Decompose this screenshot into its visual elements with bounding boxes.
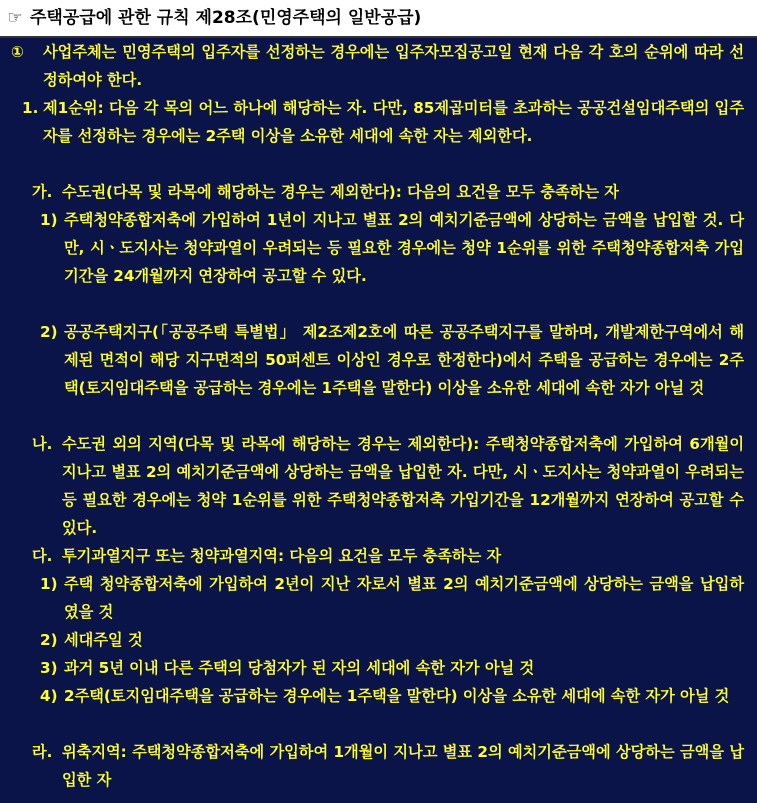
page-title-bar: [0, 0, 757, 36]
clause-marker: 2): [40, 631, 58, 649]
clause-ga-2: [40, 318, 744, 402]
subitem-text: 투기과열지구 또는 청약과열지역: 다음의 요건을 모두 충족하는 자: [62, 547, 502, 565]
article-body: [0, 36, 757, 803]
clause-marker: 1): [40, 575, 58, 593]
clause-marker: 4): [40, 687, 58, 705]
paragraph-text: 사업주체는 민영주택의 입주자를 선정하는 경우에는 입주자모집공고일 현재 다음 각 호의 순위에 따라 선정하여야 한다.: [43, 43, 744, 89]
clause-marker: 2): [40, 323, 58, 341]
paragraph-1: [11, 38, 744, 94]
paragraph-marker: ①: [11, 43, 24, 61]
subitem-na: [32, 430, 744, 542]
clause-da-1: [40, 570, 744, 626]
pointing-hand-icon: ☞: [7, 8, 23, 28]
item-marker: 1.: [22, 99, 39, 117]
page-title: 주택공급에 관한 규칙 제28조(민영주택의 일반공급): [30, 8, 422, 28]
subitem-text: 위축지역: 주택청약종합저축에 가입하여 1개월이 지나고 별표 2의 예치기준금액에 상당하는 금액을 납입한 자: [62, 743, 744, 789]
subitem-text: 수도권(다목 및 라목에 해당하는 경우는 제외한다): 다음의 요건을 모두 충족하는 자: [62, 183, 619, 201]
clause-text: 공공주택지구(「공공주택 특별법」 제2조제2호에 따른 공공주택지구를 말하며, 개발제한구역에서 해제된 면적이 해당 지구면적의 50퍼센트 이상인 경우로 한정한다)에서 주택을 공급하는 경우에는 2주택(토지임대주택을 공급하는 경우에는 1주택을 말한다) 이상을 소유한 세대에 속한 자가 아닐 것: [64, 323, 744, 397]
clause-marker: 3): [40, 659, 58, 677]
subitem-marker: 라.: [32, 743, 53, 761]
subitem-marker: 다.: [32, 547, 53, 565]
clause-da-2: [40, 626, 744, 654]
subitem-da: [32, 542, 744, 570]
subitem-ga: [32, 178, 744, 206]
subitem-text: 수도권 외의 지역(다목 및 라목에 해당하는 경우는 제외한다): 주택청약종합저축에 가입하여 6개월이 지나고 별표 2의 예치기준금액에 상당하는 금액을 납입한 자. 다만, 시ㆍ도지사는 청약과열이 우려되는 등 필요한 경우에는 청약 1순위를 위한 주택청약종합저축 가입기간을 12개월까지 연장하여 공고할 수 있다.: [62, 435, 744, 537]
clause-text: 2주택(토지임대주택을 공급하는 경우에는 1주택을 말한다) 이상을 소유한 세대에 속한 자가 아닐 것: [64, 687, 730, 705]
clause-marker: 1): [40, 211, 58, 229]
clause-text: 주택 청약종합저축에 가입하여 2년이 지난 자로서 별표 2의 예치기준금액에 상당하는 금액을 납입하였을 것: [64, 575, 744, 621]
clause-da-3: [40, 654, 744, 682]
clause-ga-1: [40, 206, 744, 290]
clause-text: 주택청약종합저축에 가입하여 1년이 지나고 별표 2의 예치기준금액에 상당하는 금액을 납입할 것. 다만, 시ㆍ도지사는 청약과열이 우려되는 등 필요한 경우에는 청약 1순위를 위한 주택청약종합저축 가입기간을 24개월까지 연장하여 공고할 수 있다.: [64, 211, 744, 285]
clause-text: 세대주일 것: [64, 631, 143, 649]
clause-text: 과거 5년 이내 다른 주택의 당첨자가 된 자의 세대에 속한 자가 아닐 것: [64, 659, 535, 677]
subitem-marker: 나.: [32, 435, 53, 453]
clause-da-4: [40, 682, 744, 710]
item-text: 제1순위: 다음 각 목의 어느 하나에 해당하는 자. 다만, 85제곱미터를 초과하는 공공건설임대주택의 입주자를 선정하는 경우에는 2주택 이상을 소유한 세대에 속한 자는 제외한다.: [43, 99, 744, 145]
item-1: [22, 94, 744, 150]
subitem-ra: [32, 738, 744, 794]
subitem-marker: 가.: [32, 183, 53, 201]
